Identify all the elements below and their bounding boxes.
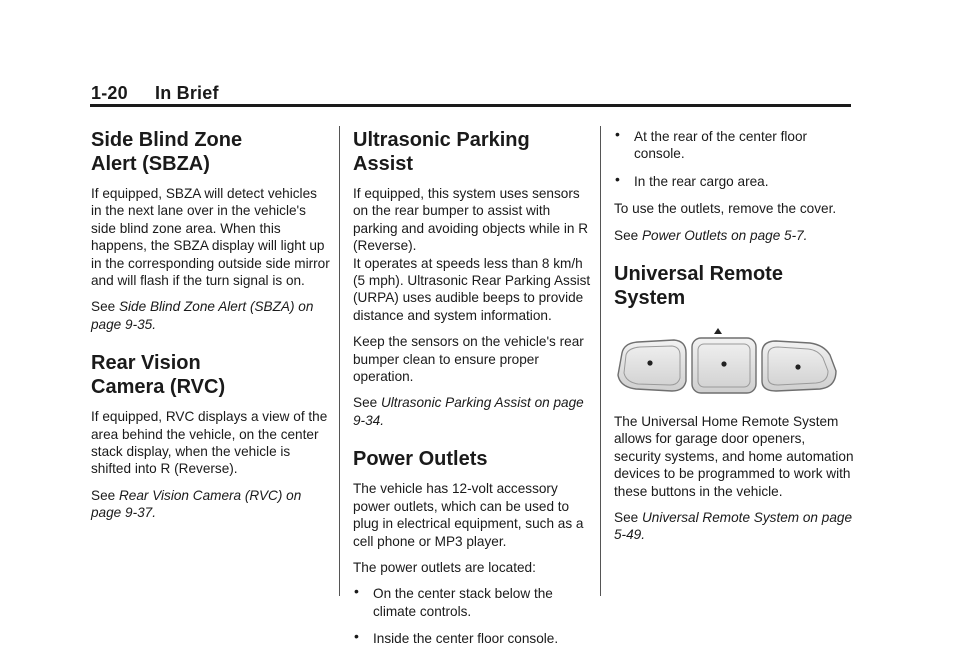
outlets-intro: The power outlets are located:	[353, 559, 536, 575]
column-divider	[600, 126, 601, 596]
section-universal-remote	[614, 262, 854, 544]
heading-line: Alert (SBZA)	[91, 153, 210, 175]
bullet-icon: •	[354, 583, 359, 600]
see-prefix: See	[614, 227, 639, 243]
page-number: 1-20	[91, 83, 128, 103]
page-reference: Power Outlets on page 5-7.	[641, 227, 808, 243]
column-divider	[339, 126, 340, 596]
list-item	[353, 630, 593, 647]
see-prefix: See	[91, 299, 116, 315]
remote-body: The Universal Home Remote System allows for garage door openers, security systems, and home automation devices to be programmed to work with these buttons in the vehicle.	[614, 414, 854, 499]
bullet-icon: •	[354, 628, 359, 645]
outlets-usage: To use the outlets, remove the cover.	[614, 201, 837, 217]
universal-remote-buttons-illustration	[610, 319, 846, 399]
urpa-see-also	[353, 394, 593, 429]
remote-button-3	[762, 341, 836, 391]
section-heading	[91, 128, 331, 176]
section-heading: Power Outlets	[353, 448, 488, 471]
urpa-body-part: It operates at speeds less than 8 km/h (5 mph). Ultrasonic Rear Parking Assist (URPA) uses audible beeps to provide distance and system information.	[353, 255, 591, 323]
section-urpa	[353, 128, 593, 429]
page-reference: Ultrasonic Parking Assist on page 9-34.	[353, 395, 584, 428]
remote-button-1	[618, 340, 686, 391]
sbza-body: If equipped, SBZA will detect vehicles in the next lane over in the vehicle's side blind zone area. When this happens, the SBZA display will light up in the corresponding outside side mirror and will flash if the turn signal is on.	[91, 186, 330, 289]
remote-button-2	[692, 338, 756, 393]
heading-line: Camera (RVC)	[91, 376, 226, 399]
section-power-outlets	[353, 447, 593, 647]
header-rule	[90, 104, 851, 107]
column-2	[353, 128, 593, 666]
section-sbza	[91, 128, 331, 333]
heading-line: Side Blind Zone	[91, 129, 243, 151]
section-power-outlets-cont	[614, 128, 854, 244]
column-1	[91, 128, 331, 540]
heading-line: Rear Vision	[91, 352, 201, 375]
list-item-text: In the rear cargo area.	[634, 173, 769, 189]
remote-see-also	[614, 509, 854, 544]
list-item	[614, 170, 854, 190]
bullet-icon: •	[615, 170, 620, 187]
page-reference: Side Blind Zone Alert (SBZA) on page 9-35.	[91, 299, 314, 332]
page-reference: Rear Vision Camera (RVC) on page 9-37.	[91, 487, 302, 521]
list-item-text: At the rear of the center floor console.	[634, 129, 808, 162]
urpa-body-maintenance: Keep the sensors on the vehicle's rear bumper clean to ensure proper operation.	[353, 334, 584, 385]
see-prefix: See	[353, 395, 378, 411]
outlets-see-also	[614, 227, 854, 244]
list-item	[353, 585, 593, 620]
sbza-see-also	[91, 298, 331, 333]
outlet-locations-list	[353, 585, 593, 647]
section-heading	[91, 351, 331, 399]
page-reference: Universal Remote System on page 5-49.	[614, 510, 853, 543]
see-prefix: See	[614, 510, 639, 526]
section-heading: Universal Remote System	[614, 263, 783, 310]
column-3	[614, 128, 854, 562]
indicator-light-icon	[714, 328, 722, 334]
outlets-body: The vehicle has 12-volt accessory power outlets, which can be used to plug in electrical equipment, such as a cell phone or MP3 player.	[353, 481, 584, 549]
outlet-locations-list-cont	[614, 128, 854, 190]
list-item	[614, 128, 854, 163]
page-header	[91, 83, 219, 104]
list-item-text: On the center stack below the climate controls.	[373, 586, 553, 619]
urpa-body-part: If equipped, this system uses sensors on the rear bumper to assist with parking and avoiding objects while in R (Reverse).	[353, 186, 589, 254]
rvc-body: If equipped, RVC displays a view of the area behind the vehicle, on the center stack display, when the vehicle is shifted into R (Reverse).	[91, 409, 328, 477]
rvc-see-also	[91, 487, 331, 522]
see-prefix: See	[91, 487, 116, 503]
list-item-text: Inside the center floor console.	[373, 631, 559, 647]
chapter-title: In Brief	[155, 83, 219, 103]
section-rvc	[91, 351, 331, 521]
bullet-icon: •	[615, 126, 620, 142]
section-heading: Ultrasonic Parking Assist	[353, 129, 530, 175]
urpa-body	[353, 185, 593, 324]
